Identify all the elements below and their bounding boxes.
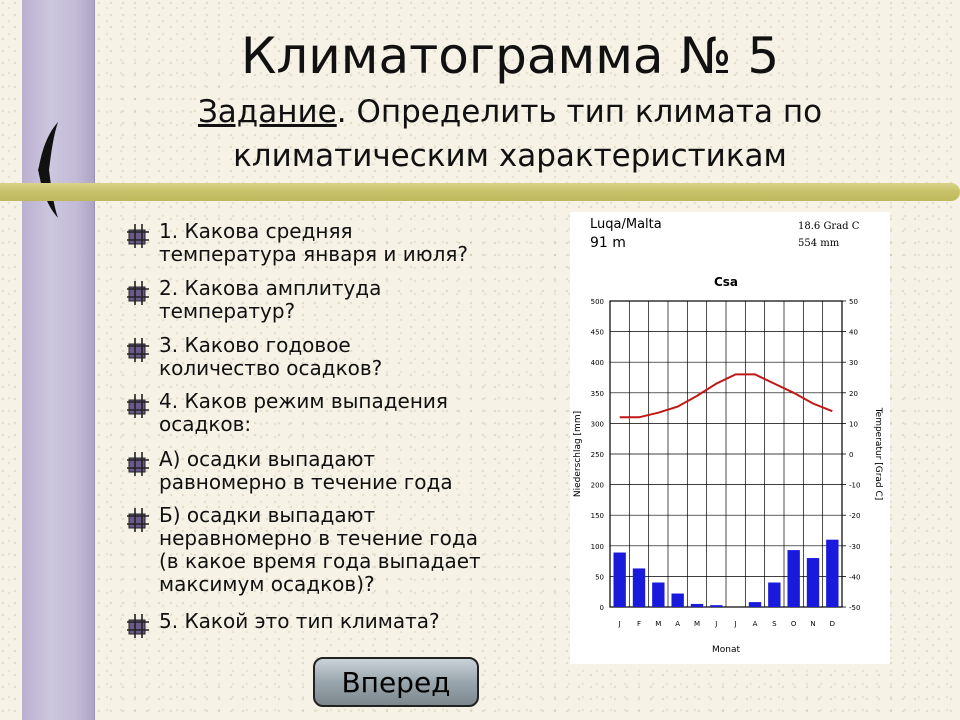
- station-elevation: 91 m: [590, 235, 626, 251]
- precip-bar: [671, 594, 683, 607]
- precip-tick-label: 0: [599, 604, 604, 612]
- precip-bar: [807, 558, 819, 607]
- precip-tick-label: 200: [590, 481, 604, 490]
- month-label: M: [693, 620, 701, 628]
- annual-precipitation: 554 mm: [798, 238, 840, 249]
- precip-tick-label: 100: [590, 542, 604, 551]
- task-text: . Определить тип климата по климатическим характеристикам: [233, 94, 823, 174]
- question-text: А) осадки выпадают равномерно в течение года: [159, 447, 453, 494]
- question-item: [125, 448, 525, 494]
- question-item: [125, 277, 525, 323]
- month-label: J: [715, 620, 718, 628]
- precip-bar: [749, 602, 761, 607]
- temp-tick-label: 20: [849, 389, 858, 398]
- month-label: F: [636, 620, 642, 628]
- month-label: A: [675, 620, 681, 628]
- question-item: [125, 334, 525, 380]
- temp-tick-label: -40: [849, 573, 861, 582]
- station-name: Luqa/Malta: [590, 217, 662, 232]
- temp-tick-label: 30: [849, 359, 858, 368]
- temp-tick-label: 0: [849, 451, 854, 459]
- left-axis-label: Niederschlag [mm]: [573, 410, 583, 498]
- precip-bar: [826, 540, 838, 607]
- precip-tick-label: 50: [595, 573, 604, 582]
- month-label: M: [655, 620, 662, 628]
- temp-tick-label: -50: [849, 604, 861, 612]
- precip-tick-label: 400: [590, 359, 604, 368]
- precip-tick-label: 350: [590, 389, 604, 398]
- month-label: D: [829, 620, 836, 628]
- precip-tick-label: 250: [590, 451, 604, 459]
- precip-tick-label: 300: [590, 420, 604, 429]
- precip-bar: [768, 583, 780, 607]
- temp-tick-label: -20: [849, 512, 861, 521]
- precip-bar: [691, 604, 703, 607]
- question-text: 3. Каково годовое количество осадков?: [159, 333, 383, 380]
- bullet-icon: [125, 450, 159, 476]
- precip-bar: [633, 568, 645, 607]
- decorative-side-bar: [22, 0, 95, 720]
- bullet-icon: [125, 279, 159, 305]
- precip-tick-label: 150: [590, 512, 604, 521]
- bullet-icon: [125, 336, 159, 362]
- month-label: J: [734, 620, 737, 628]
- question-item: [125, 610, 525, 638]
- precip-bar: [652, 583, 664, 607]
- bullet-icon: [125, 612, 159, 638]
- precip-bar: [613, 553, 625, 607]
- precip-tick-label: 450: [590, 328, 604, 337]
- question-text: Б) осадки выпадают неравномерно в течение года (в какое время года выпадает максимум осадков)?: [159, 503, 481, 596]
- climate-class: Csa: [713, 275, 739, 289]
- temp-tick-label: -10: [849, 481, 861, 490]
- bullet-icon: [125, 222, 159, 248]
- temp-tick-label: 40: [849, 328, 858, 337]
- question-text: 5. Какой это тип климата?: [159, 609, 440, 633]
- month-label: A: [752, 620, 758, 628]
- question-text: 1. Какова средняя температура января и июля?: [159, 219, 469, 266]
- question-text: 2. Какова амплитуда температур?: [159, 276, 382, 323]
- x-axis-label: Monat: [711, 645, 741, 655]
- decorative-stripe: [0, 183, 960, 201]
- precip-bar: [710, 605, 722, 607]
- month-label: S: [772, 620, 777, 628]
- question-item: [125, 220, 525, 266]
- month-label: N: [810, 620, 816, 628]
- question-item: [125, 504, 525, 596]
- precip-bar: [787, 550, 799, 607]
- mean-temperature: 18.6 Grad C: [798, 221, 860, 232]
- slide-title: Климатограмма № 5: [240, 27, 780, 85]
- question-text: 4. Каков режим выпадения осадков:: [159, 389, 448, 436]
- temp-tick-label: 50: [849, 298, 858, 306]
- month-label: O: [790, 620, 797, 628]
- question-item: [125, 390, 525, 436]
- bracket-ornament-icon: [34, 120, 64, 220]
- bullet-icon: [125, 392, 159, 418]
- task-label: Задание: [197, 94, 337, 130]
- temp-tick-label: -30: [849, 542, 861, 551]
- month-label: J: [618, 620, 621, 628]
- climatogram-chart: [570, 212, 890, 664]
- task-statement: [120, 90, 900, 178]
- temp-tick-label: 10: [849, 420, 858, 429]
- precip-tick-label: 500: [590, 298, 604, 306]
- next-button[interactable]: Вперед: [313, 657, 479, 707]
- bullet-icon: [125, 506, 159, 532]
- right-axis-label: Temperatur [Grad C]: [873, 407, 883, 501]
